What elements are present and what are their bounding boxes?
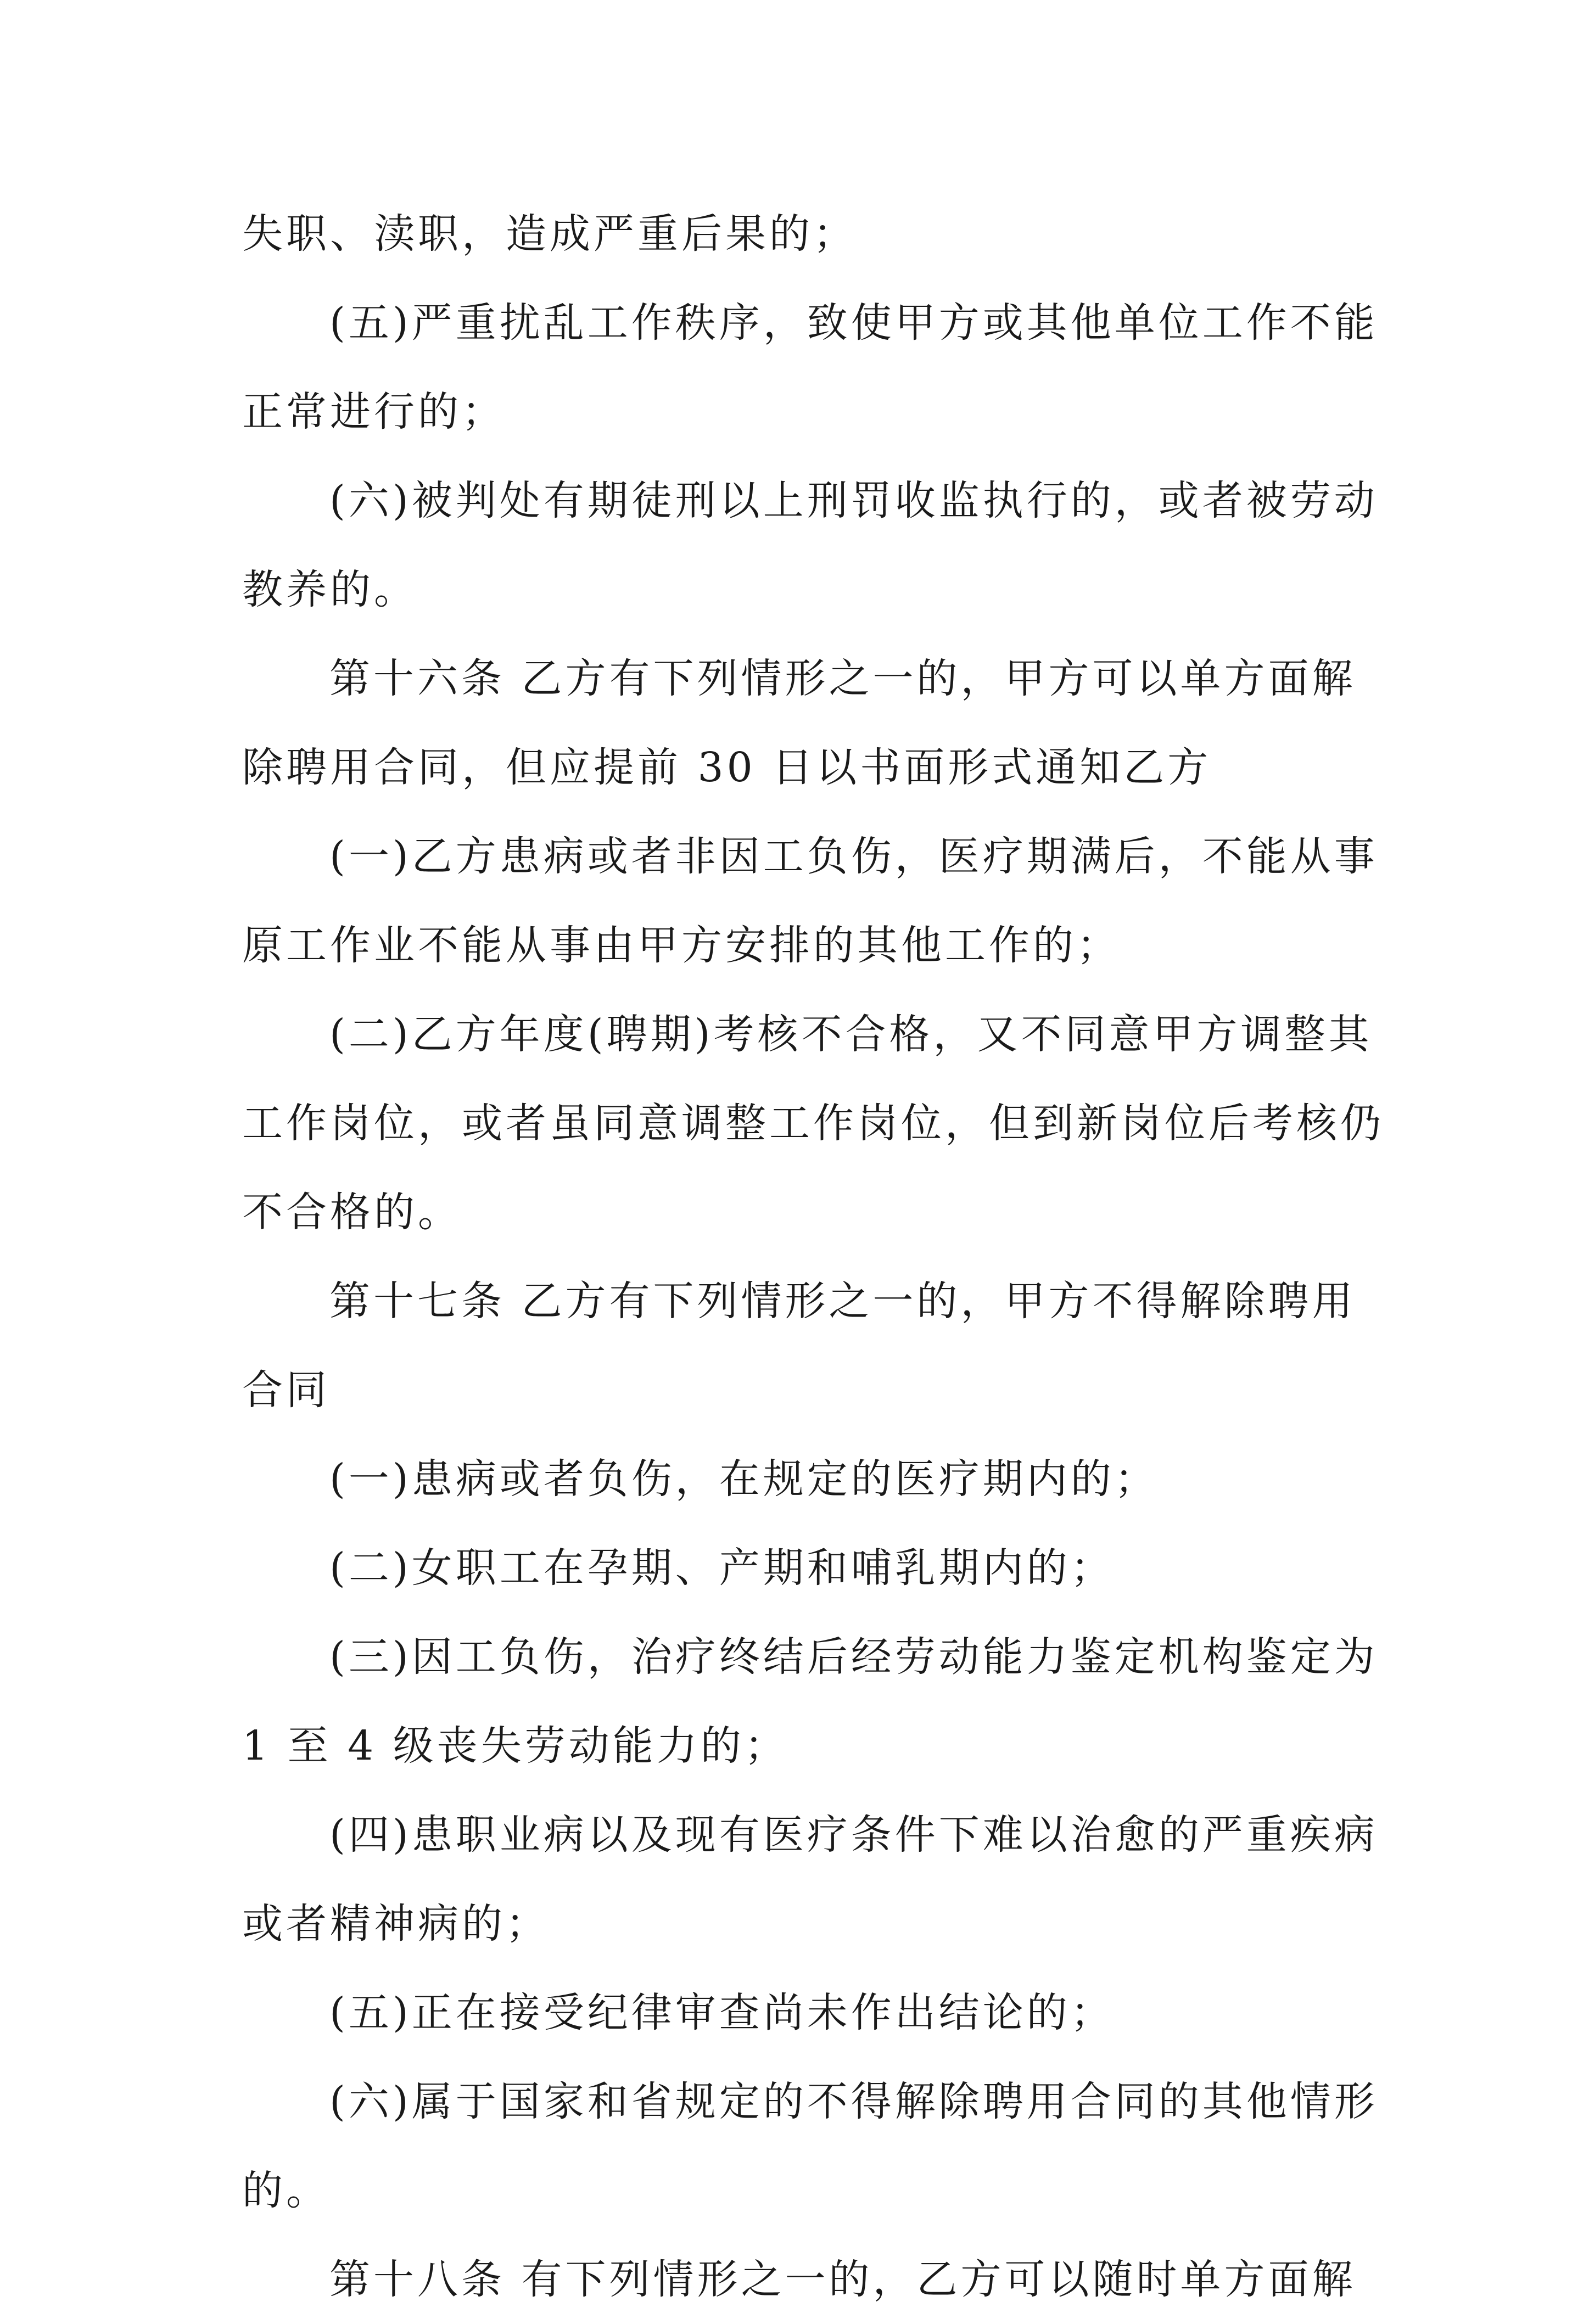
text-line-1: 失职、渎职，造成严重后果的； <box>242 210 857 257</box>
text-line-18: 1 至 4 级丧失劳动能力的； <box>242 1722 788 1769</box>
text-line-19: (四)患职业病以及现有医疗条件下难以治愈的严重疾病 <box>329 1811 1378 1858</box>
text-line-14: 合同 <box>242 1367 330 1414</box>
article-17-heading: 第十七条 乙方有下列情形之一的，甲方不得解除聘用 <box>329 1278 1356 1325</box>
text-line-17: (三)因工负伤，治疗终结后经劳动能力鉴定机构鉴定为 <box>329 1633 1378 1681</box>
text-line-21: (五)正在接受纪律审查尚未作出结论的； <box>329 1989 1115 2036</box>
text-line-3: 正常进行的； <box>242 388 506 435</box>
article-16-heading: 第十六条 乙方有下列情形之一的，甲方可以单方面解 <box>329 655 1356 702</box>
text-line-10: (二)乙方年度(聘期)考核不合格，又不同意甲方调整其 <box>329 1011 1373 1058</box>
text-line-8: (一)乙方患病或者非因工负伤，医疗期满后，不能从事 <box>329 833 1378 880</box>
text-line-23: 的。 <box>242 2167 330 2214</box>
text-line-16: (二)女职工在孕期、产期和哺乳期内的； <box>329 1544 1115 1592</box>
text-line-11: 工作岗位，或者虽同意调整工作岗位，但到新岗位后考核仍 <box>242 1100 1384 1147</box>
text-line-4: (六)被判处有期徒刑以上刑罚收监执行的，或者被劳动 <box>329 477 1378 524</box>
document-body <box>242 189 1384 2324</box>
text-line-22: (六)属于国家和省规定的不得解除聘用合同的其他情形 <box>329 2078 1378 2125</box>
text-line-2: (五)严重扰乱工作秩序，致使甲方或其他单位工作不能 <box>329 299 1378 346</box>
text-line-12: 不合格的。 <box>242 1189 462 1236</box>
text-line-5: 教养的。 <box>242 566 418 613</box>
article-18-heading: 第十八条 有下列情形之一的，乙方可以随时单方面解 <box>329 2256 1356 2303</box>
text-line-20: 或者精神病的； <box>242 1900 550 1947</box>
text-line-9: 原工作业不能从事由甲方安排的其他工作的； <box>242 922 1121 969</box>
text-line-7: 除聘用合同，但应提前 30 日以书面形式通知乙方 <box>242 744 1212 791</box>
text-line-15: (一)患病或者负伤，在规定的医疗期内的； <box>329 1455 1159 1503</box>
